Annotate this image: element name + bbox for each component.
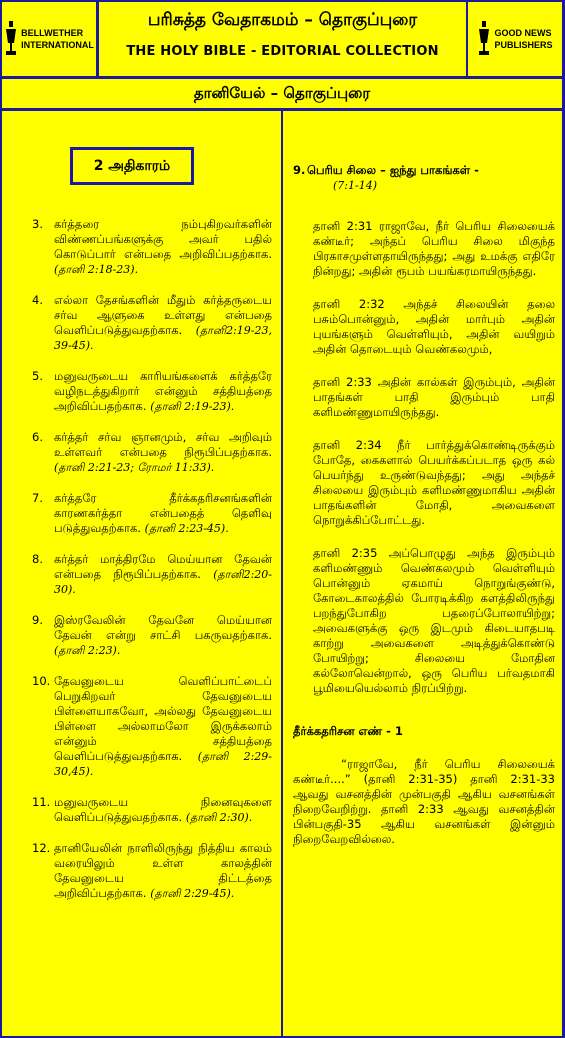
item-body: தேவனுடைய வெளிப்பாட்டைப் பெறுகிறவர் தேவனுடைய பிள்ளையாகவோ, அல்லது தேவனுடைய பிள்ளை அல்லாமலோ இருக்கலாம் என்னும் சத்தியத்தை வெளிப்படுத்துவதற்காக. <box>54 674 272 763</box>
verse <box>313 297 555 357</box>
verse-reference: தானி 2:34 <box>313 438 382 452</box>
verse-text: ராஜாவே, நீர் பெரிய சிலையைக் கண்டீர்; அந்தப் பெரிய சிலை மிகுந்த பிரகாசமுள்ளதாயிருந்தது; அது உமக்கு எதிரே நின்றது; அதின் ரூபம் பயங்கரமாயிருந்தது. <box>313 219 555 278</box>
prophecy-heading: தீர்க்கதரிசன எண் - 1 <box>293 724 403 738</box>
item-reference: (தானி 2:21-23; ரோமர் 11:33). <box>54 461 215 474</box>
page-title-english: THE HOLY BIBLE - EDITORIAL COLLECTION <box>126 44 439 59</box>
title-box <box>97 0 468 78</box>
list-item <box>32 841 272 901</box>
chapter-bar: தானியேல் – தொகுப்புரை <box>0 77 564 110</box>
list-item <box>32 369 272 414</box>
item-text <box>54 217 272 277</box>
list-item <box>32 430 272 475</box>
item-reference: (தானி 2:29-30,45). <box>54 750 272 778</box>
item-body: மனுவருடைய நினைவுகளை வெளிப்படுத்துவதற்காக. <box>54 795 272 824</box>
item-body: கர்த்தர் சர்வ ஞானமும், சர்வ அறிவும் உள்ளவர் என்பதை நிரூபிப்பதற்காக. <box>54 430 272 459</box>
item-text <box>54 795 272 825</box>
bellwether-logo <box>4 19 94 59</box>
list-item <box>32 613 272 658</box>
item-body: எல்லா தேசங்களின் மீதும் கர்த்தருடைய சர்வ ஆளுகை உள்ளது என்பதை வெளிப்படுத்துவதற்காக. <box>54 293 272 337</box>
verse-reference: தானி 2:33 <box>313 375 372 389</box>
list-item <box>32 491 272 536</box>
right-column <box>281 109 564 1038</box>
item-reference: (தானி2:19-23, 39-45). <box>54 324 272 352</box>
prophecy-text: “ராஜாவே, நீர் பெரிய சிலையைக் கண்டீர்....” (தானி 2:31-35) தானி 2:31-33 ஆவது வசனத்தின் முன்பகுதி ஆகிய வசனங்கள் நிறைவேறிற்று. தானி 2:33 ஆவது வசனத்தின் பின்பகுதி-35 ஆகிய வசனங்கள் இன்னும் நிறைவேறவில்லை. <box>293 757 555 846</box>
item-number: 8. <box>32 552 43 566</box>
verse-reference: தானி 2:32 <box>313 297 385 311</box>
item-reference: (தானி 2:23). <box>54 644 121 657</box>
item-body: தானியேலின் நாளிலிருந்து நித்திய காலம் வரையிலும் உள்ள காலத்தின் தேவனுடைய திட்டத்தை அறிவிப்பதற்காக. <box>54 841 272 900</box>
verse-reference: தானி 2:31 <box>313 219 373 233</box>
verse <box>313 375 555 420</box>
logo-line2: INTERNATIONAL <box>21 40 94 50</box>
item-text <box>54 841 272 901</box>
item-reference: (தானி 2:30). <box>185 811 253 824</box>
list-item <box>32 795 272 825</box>
bellwether-logo-box <box>0 0 98 78</box>
list-item <box>32 293 272 353</box>
item-reference: (தானி 2:18-23). <box>54 263 139 276</box>
item-number: 7. <box>32 491 43 505</box>
verse-text: அப்பொழுது அந்த இரும்பும் களிமண்ணும் வெண்கலமும் வெள்ளியும் பொன்னும் ஏகமாய் நொறுங்குண்டு, கோடைகாலத்தில் போரடிக்கிற களத்திலிருந்து பறந்துபோகிற பதரைப்போலாயிற்று; அவைகளுக்கு ஒரு இடமும் கிடையாதபடி காற்று அவைகளை அடித்துக்கொண்டு போயிற்று; சிலையை மோதின கல்லோவென்றால், ஒரு பெரிய பர்வதமாகி பூமியையெல்லாம் நிரப்பிற்று. <box>313 546 555 695</box>
logo-line1: GOOD NEWS <box>494 28 552 38</box>
verse-text: அதின் கால்கள் இரும்பும், அதின் பாதங்கள் பாதி இரும்பும் பாதி களிமண்ணுமாயிருந்தது. <box>313 375 555 419</box>
verse-reference: தானி 2:35 <box>313 546 378 560</box>
section-number: 9. <box>293 163 306 177</box>
item-reference: (தானி 2:23-45). <box>144 522 229 535</box>
item-body: மனுவருடைய காரியங்களைக் கர்த்தரே வழிநடத்துகிறார் என்னும் சத்தியத்தை அறிவிப்பதற்காக. <box>54 369 272 413</box>
item-text <box>54 613 272 658</box>
item-number: 5. <box>32 369 43 383</box>
chapter-heading: 2 அதிகாரம் <box>70 147 194 185</box>
verse <box>313 219 555 279</box>
list-item <box>32 217 272 277</box>
item-number: 9. <box>32 613 43 627</box>
item-number: 4. <box>32 293 43 307</box>
lamp-icon <box>477 19 491 59</box>
left-column <box>0 109 283 1038</box>
item-reference: (தானி 2:29-45). <box>150 887 235 900</box>
item-text <box>54 293 272 353</box>
points-list <box>32 217 272 917</box>
item-body: கர்த்தர் மாத்திரமே மெய்யான தேவன் என்பதை நிரூபிப்பதற்காக. <box>54 552 272 581</box>
list-item <box>32 674 272 779</box>
page-title-tamil: பரிசுத்த வேதாகமம் – தொகுப்புரை <box>147 10 418 30</box>
item-number: 3. <box>32 217 43 231</box>
verse-text: நீர் பார்த்துக்கொண்டிருக்கும் போதே, கைகளால் பெயர்க்கப்படாத ஒரு கல் பெயர்ந்து உருண்டுவந்தது; அது அந்தச் சிலையை இரும்பும் களிமண்ணுமாகிய அதின் பாதங்களின் மோதி, அவைகளை நொறுக்கிப்போட்டது. <box>313 438 555 527</box>
list-item <box>32 552 272 597</box>
item-text <box>54 674 272 779</box>
item-number: 12. <box>32 841 51 855</box>
item-reference: (தானி2:20-30). <box>54 568 272 596</box>
verses-list <box>293 219 555 696</box>
item-text <box>54 430 272 475</box>
item-text <box>54 552 272 597</box>
verse <box>313 438 555 528</box>
verse <box>313 546 555 696</box>
item-body: கர்த்தரே தீர்க்கதரிசனங்களின் காரணகர்த்தா என்பதைத் தெளிவு படுத்துவதற்காக. <box>54 491 272 535</box>
goodnews-logo <box>477 19 552 59</box>
item-text <box>54 491 272 536</box>
right-content <box>293 163 555 847</box>
item-text <box>54 369 272 414</box>
item-number: 11. <box>32 795 51 809</box>
section-reference: (7:1-14) <box>333 179 377 192</box>
section-title-text: பெரிய சிலை – ஐந்து பாகங்கள் - <box>307 163 479 177</box>
item-number: 10. <box>32 674 51 688</box>
verse-text: அந்தச் சிலையின் தலை பசும்பொன்னும், அதின் மார்பும் அதின் புயங்களும் வெள்ளியும், அதின் வயிறும் அதின் தொடையும் வெண்கலமும், <box>313 297 556 356</box>
logo-line2: PUBLISHERS <box>494 40 553 50</box>
goodnews-logo-box <box>466 0 564 78</box>
lamp-icon <box>4 19 18 59</box>
item-number: 6. <box>32 430 43 444</box>
item-reference: (தானி 2:19-23). <box>150 400 235 413</box>
section-title <box>293 163 555 178</box>
item-body: இஸ்ரவேலின் தேவனே மெய்யான தேவன் என்று சாட்சி பகருவதற்காக. <box>54 613 272 642</box>
logo-line1: BELLWETHER <box>21 28 84 38</box>
item-body: கர்த்தரை நம்புகிறவர்களின் விண்ணப்பங்களுக்கு அவர் பதில் கொடுப்பார் என்பதை அறிவிப்பதற்காக. <box>54 217 272 261</box>
